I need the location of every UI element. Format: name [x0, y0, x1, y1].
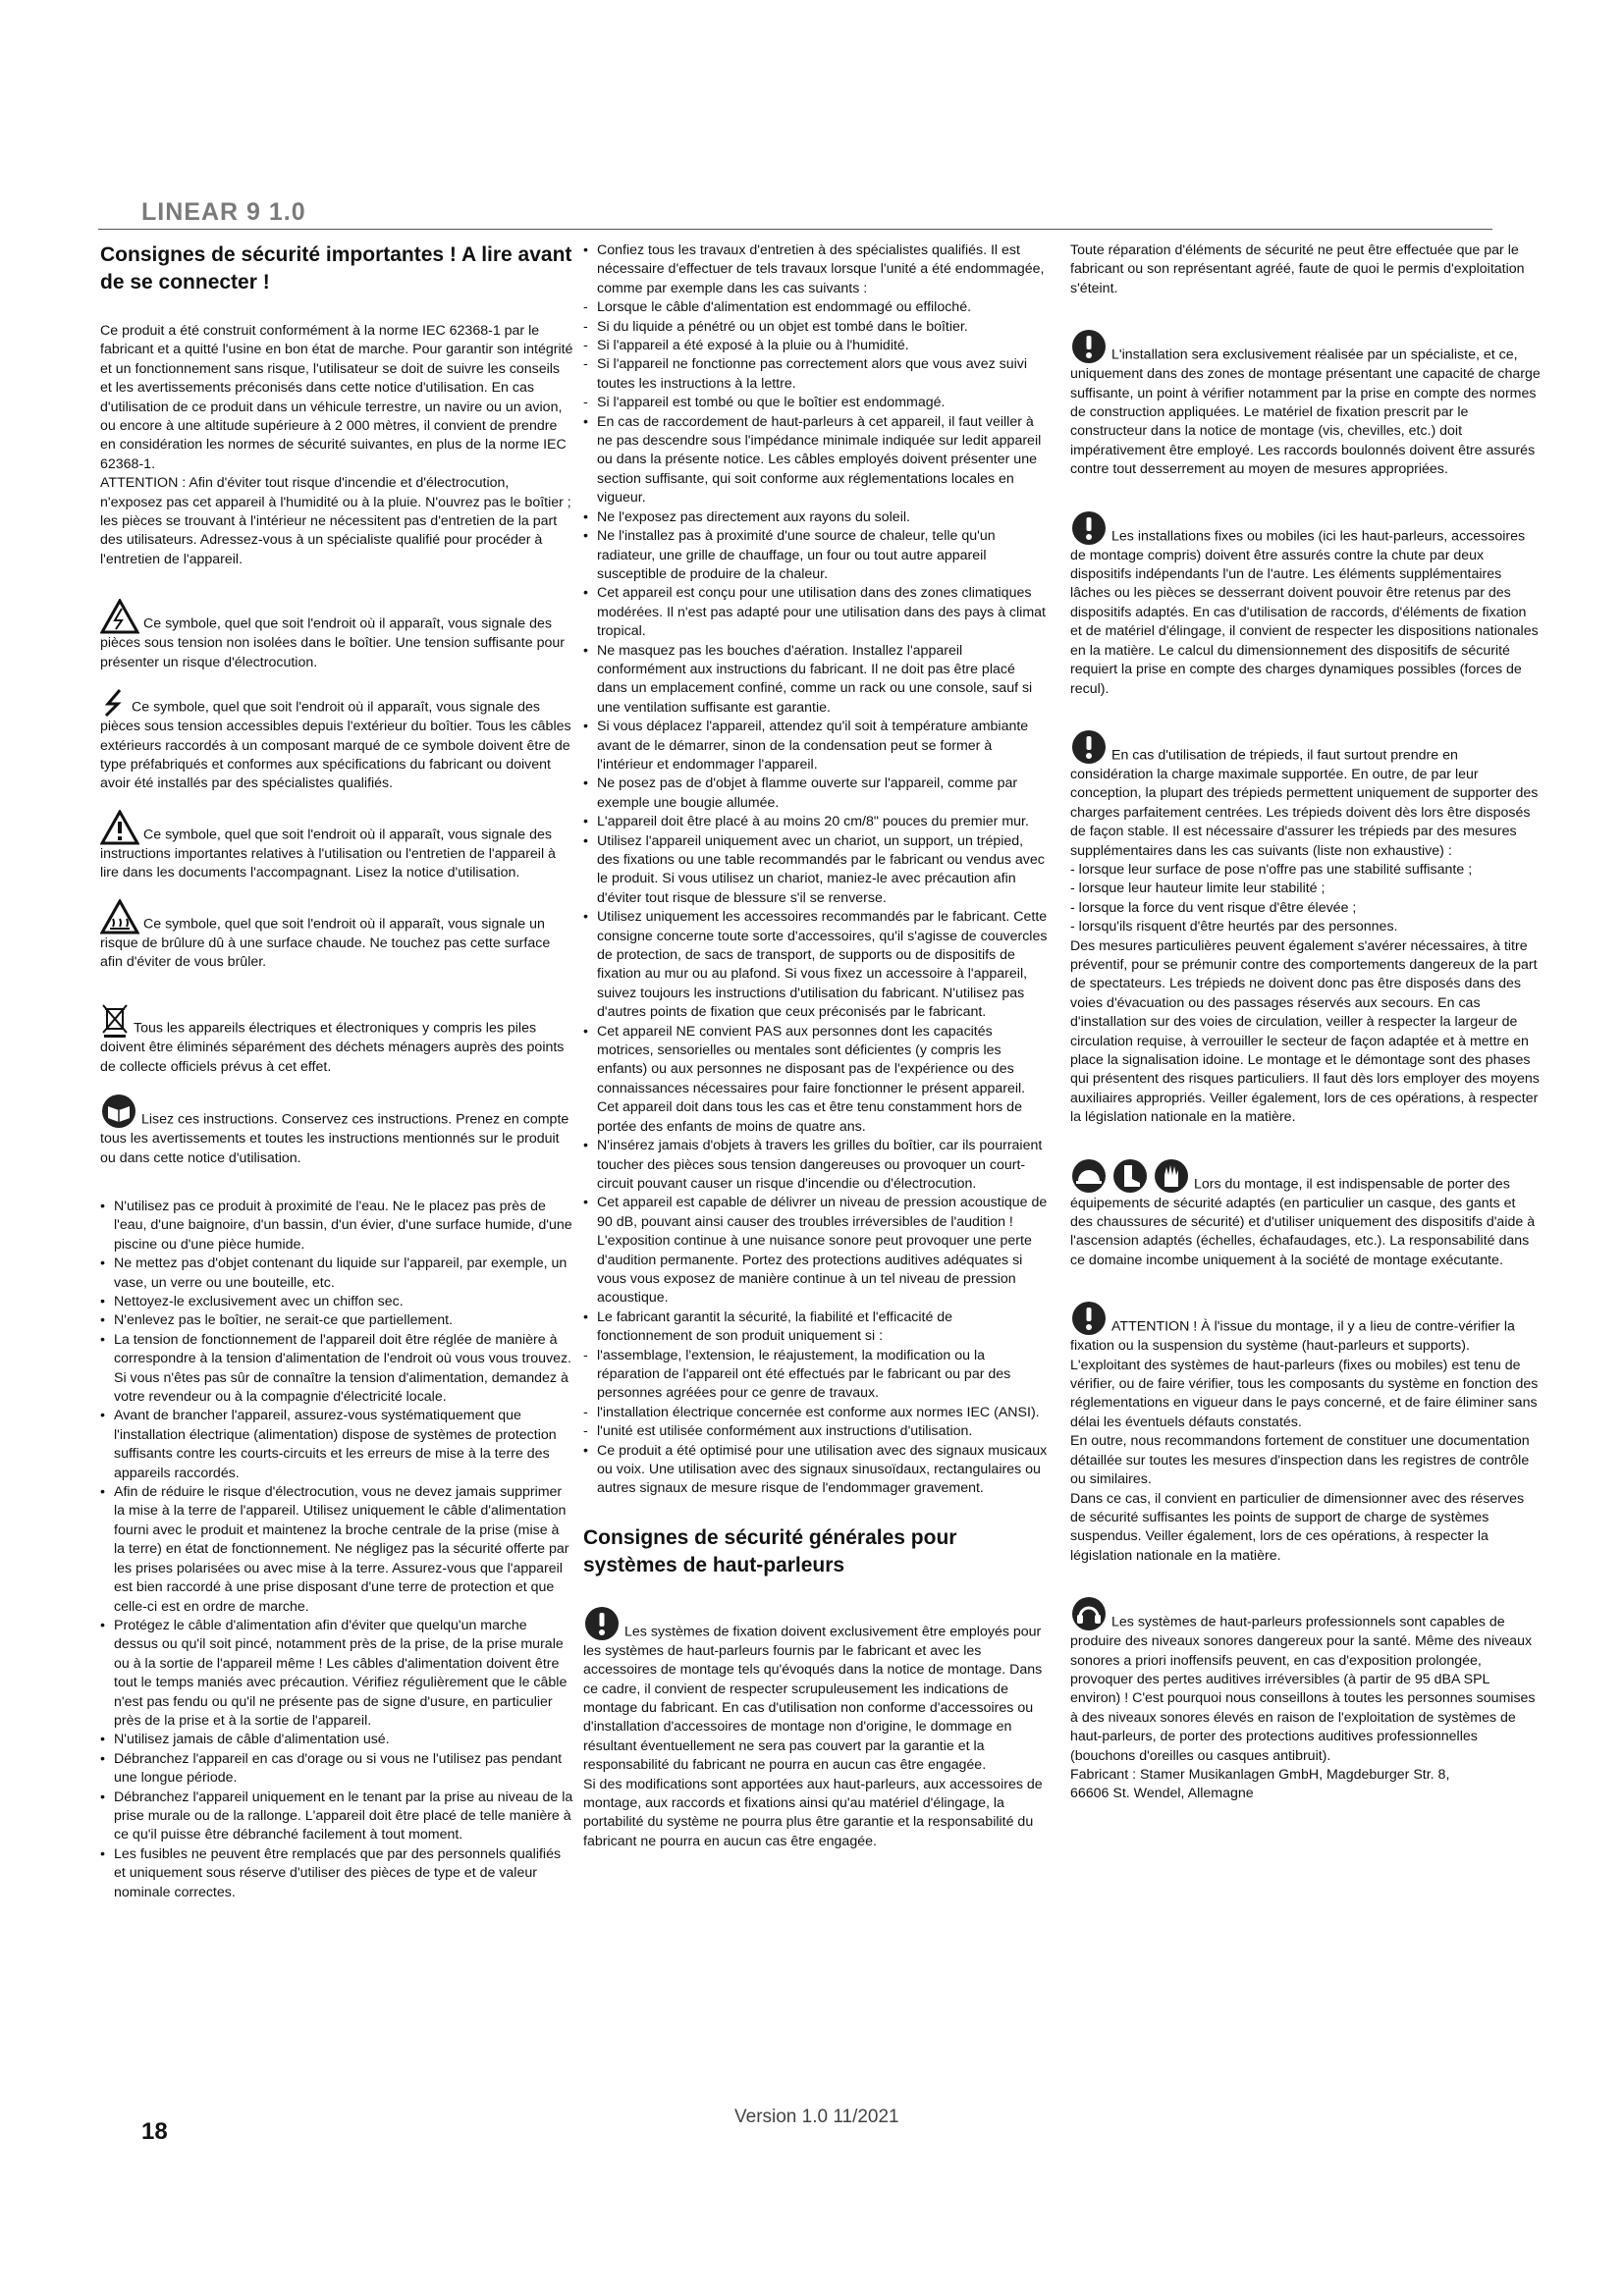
list-item: • Débranchez l'appareil uniquement en le tenant par la prise au niveau de la prise murale ou de la rallonge. L'appareil doit être placé de telle manière à ce qu'il puisse être débranché facilement à tout moment. [100, 1789, 573, 1845]
list-item: - Si l'appareil a été exposé à la pluie ou à l'humidité. [583, 337, 1049, 355]
header-rule [98, 229, 1492, 230]
list-item: • Afin de réduire le risque d'électrocution, vous ne devez jamais supprimer la mise à la terre de l'appareil. Utilisez uniquement le câble d'alimentation fourni avec le produit et maintenez la broche centrale de la prise (mise à la terre) en état de fonctionnement. Ne négligez pas la sécurité offerte par les prises polarisées ou avec mise à la terre. Assurez-vous que l'appareil est bien raccordé à une prise disposant d'une terre de protection et que celle-ci est en ordre de marche. [100, 1483, 573, 1617]
read-instructions-paragraph: Lisez ces instructions. Conservez ces instructions. Prenez en compte tous les avertissements et toutes les instructions mentionnés sur le produit ou dans cette notice d'utilisation. [100, 1093, 573, 1168]
voltage-symbol-paragraph: Ce symbole, quel que soit l'endroit où il apparaît, vous signale des pièces sous tension non isolées dans le boîtier. Une tension suffisante pour présenter un risque d'électrocution. [100, 599, 573, 672]
list-item: • En cas de raccordement de haut-parleurs à cet appareil, il faut veiller à ne pas descendre sous l'impédance minimale indiquée sur ledit appareil ou dans la présente notice. Les câbles employés doivent présenter une section suffisante, qui soit conforme aux réglementations locales en vigueur. [583, 413, 1049, 508]
list-item: • L'appareil doit être placé à au moins 20 cm/8" pouces du premier mur. [583, 813, 1049, 831]
mandatory-icon [1070, 328, 1108, 365]
crossed-bin-icon [100, 1001, 130, 1039]
maintenance-list [583, 241, 1049, 1499]
page-number: 18 [141, 2118, 168, 2145]
reserves-paragraph: Dans ce cas, il convient en particulier de dimensionner avec des réserves de sécurité suffisantes les points de support de charge de systèmes suspendus. Veiller également, lors de ces opérations, à respecter la législation nationale en la matière. [1070, 1490, 1525, 1564]
exclamation-warning-icon [100, 810, 139, 845]
list-item: • Débranchez l'appareil en cas d'orage ou si vous ne l'utilisez pas pendant une longue période. [100, 1750, 573, 1789]
column-left [100, 241, 573, 1902]
weee-paragraph: Tous les appareils électriques et électroniques y compris les piles doivent être éliminés séparément des déchets ménagers auprès des points de collecte officiels prévus à cet effet. [100, 1001, 573, 1077]
list-item: • Ne l'exposez pas directement aux rayons du soleil. [583, 508, 1049, 527]
list-item: • Protégez le câble d'alimentation afin d'éviter que quelqu'un marche dessus ou qu'il soit pincé, notamment près de la prise, de la prise murale ou à la sortie de l'appareil même ! Les câbles d'alimentation doivent être tout le temps maniés avec précaution. Vérifiez régulièrement que le câble n'est pas fendu ou qu'il ne présente pas de signe d'usure, en particulier près de la prise et à la sortie de l'appareil. [100, 1617, 573, 1731]
list-item: • Le fabricant garantit la sécurité, la fiabilité et l'efficacité de fonctionnement de son produit uniquement si : [583, 1308, 1049, 1347]
tripods-paragraph: En cas d'utilisation de trépieds, il faut surtout prendre en considération la charge maximale supportée. En outre, de par leur conception, la plupart des trépieds permettent uniquement de supporter des charges parfaitement centrées. Les trépieds doivent dès lors être disposés de façon stable. Il est nécessaire d'assurer les trépieds par des mesures supplémentaires dans les cas suivants (liste non exhaustive) : [1070, 728, 1542, 861]
bolt-symbol-paragraph: Ce symbole, quel que soit l'endroit où il apparaît, vous signale des pièces sous tension accessibles depuis l'extérieur du boîtier. Tous les câbles extérieurs raccordés à un composant marqué de ce symbole doivent être de type préfabriqués et conformes aux spécifications du fabricant ou doivent avoir été installés par des spécialistes qualifiés. [100, 688, 573, 794]
list-item: - lorsque leur hauteur limite leur stabilité ; [1070, 881, 1326, 897]
list-item: • Cet appareil NE convient PAS aux personnes dont les capacités motrices, sensorielles ou mentales sont déficientes (y compris les enfants) ou aux personnes ne disposant pas de l'expérience ou des connaissances nécessaires pour faire fonctionner le présent appareil. Cet appareil doit dans tous les cas et être tenu constamment hors de portée des enfants de moins de quatre ans. [583, 1023, 1049, 1137]
list-item: • Utilisez l'appareil uniquement avec un chariot, un support, un trépied, des fixations ou une table recommandés par le fabricant ou vendus avec le produit. Si vous utilisez un chariot, maniez-le avec précaution afin d'éviter tout risque de blessure s'il se renverse. [583, 832, 1049, 909]
sound-level-paragraph: Les systèmes de haut-parleurs professionnels sont capables de produire des niveaux sonores dangereux pour la santé. Même des niveaux sonores a priori inoffensifs peuvent, en cas d'exposition prolongée, provoquer des pertes auditives irréversibles (à partir de 95 dBA SPL environ) ! C'est pourquoi nous conseillons à toutes les personnes soumises à des niveaux sonores élevés en raison de l'exploitation de systèmes de haut-parleurs, de porter des protections auditives professionnelles (bouchons d'oreilles ou casques antibruit). [1070, 1595, 1542, 1766]
list-item: • Nettoyez-le exclusivement avec un chiffon sec. [100, 1293, 573, 1311]
high-voltage-warning-icon [100, 599, 139, 634]
mandatory-icon [1070, 1300, 1108, 1337]
mandatory-icon [583, 1605, 621, 1642]
list-item: • Cet appareil est conçu pour une utilisation dans des zones climatiques modérées. Il n'est pas adapté pour une utilisation dans des pays à climat tropical. [583, 584, 1049, 641]
address-line: 66606 St. Wendel, Allemagne [1070, 1786, 1254, 1802]
list-item: • N'insérez jamais d'objets à travers les grilles du boîtier, car ils pourraient toucher des pièces sous tension dangereuses ou provoquer un court-circuit pouvant causer un risque d'incendie ou d'électrocution. [583, 1137, 1049, 1194]
helmet-icon [1070, 1157, 1108, 1195]
section-heading-speaker-safety: Consignes de sécurité générales pour systèmes de haut-parleurs [583, 1525, 957, 1576]
list-item: - Si du liquide a pénétré ou un objet est tombé dans le boîtier. [583, 318, 1049, 337]
fixation-paragraph: Les systèmes de fixation doivent exclusivement être employés pour les systèmes de haut-parleurs fournis par le fabricant et avec les accessoires de montage tels qu'évoqués dans la notice de montage. Dans ce cadre, il convient de respecter scrupuleusement les indications de montage du fabricant. En cas d'utilisation non conforme d'accessoires ou d'installation d'accessoires de montage non d'origine, le dommage en résultant éventuellement ne sera pas couvert par la garantie et la responsabilité du fabricant ne pourra en aucun cas être engagée. [583, 1605, 1049, 1776]
tripods-more-paragraph: Des mesures particulières peuvent également s'avérer nécessaires, à titre préventif, pour se prémunir contre des comportements dangereux de la part de spectateurs. Les trépieds ne doivent donc pas être disposés dans des voies d'évacuation ou des passages réservés aux secours. En cas d'installation sur des voies de circulation, veiller à respecter la largeur de circulation requise, à verrouiller le secteur de façon adaptée et à mettre en place la signalisation idoine. Le montage et le démontage sont des phases qui présentent des risques particuliers. Il faut dès lors employer des moyens auxiliaires appropriés. Veiller également, lors de ces opérations, à respecter la législation nationale en la matière. [1070, 937, 1540, 1126]
list-item: - l'unité est utilisée conformément aux instructions d'utilisation. [583, 1422, 1049, 1441]
list-item: • N'utilisez jamais de câble d'alimentation usé. [100, 1731, 573, 1749]
section-heading-safety: Consignes de sécurité importantes ! A lire avant de se connecter ! [100, 243, 572, 294]
safety-boot-icon [1111, 1157, 1149, 1195]
list-item: - Lorsque le câble d'alimentation est endommagé ou effiloché. [583, 298, 1049, 317]
attention-check-paragraph: ATTENTION ! À l'issue du montage, il y a lieu de contre-vérifier la fixation ou la suspension du système (haut-parleurs et supports). L'exploitant des systèmes de haut-parleurs (fixes ou mobiles) est tenu de vérifier, ou de faire vérifier, tous les composants du système en fonction des réglementations en vigueur dans le pays concerné, et de faire éliminer sans délai les éventuels défauts constatés. [1070, 1300, 1542, 1432]
header-title: LINEAR 9 1.0 [141, 198, 306, 226]
list-item: - lorsque la force du vent risque d'être élevée ; [1070, 899, 1357, 916]
list-item: - Si l'appareil ne fonctionne pas correctement alors que vous avez suivi toutes les instructions à la lettre. [583, 355, 1049, 394]
modifications-paragraph: Si des modifications sont apportées aux haut-parleurs, aux accessoires de montage, aux raccords et fixations ainsi qu'au matériel d'élingage, la portabilité du système ne pourra plus être garantie et la responsabilité du fabricant ne pourra en aucun cas être engagée. [583, 1776, 1043, 1849]
list-item: • Confiez tous les travaux d'entretien à des spécialistes qualifiés. Il est nécessaire d'effectuer de tels travaux lorsque l'unité a été endommagée, comme par exemple dans les cas suivants : [583, 241, 1049, 298]
hot-surface-icon [100, 899, 139, 934]
lightning-bolt-icon [100, 688, 128, 718]
list-item: • Ne mettez pas d'objet contenant du liquide sur l'appareil, par exemple, un vase, un verre ou une bouteille, etc. [100, 1255, 573, 1293]
list-item: - l'assemblage, l'extension, le réajustement, la modification ou la réparation de l'appareil ont été effectués par le fabricant ou par des personnes agréées pour ce genre de travaux. [583, 1347, 1049, 1404]
safety-gloves-icon [1153, 1157, 1190, 1195]
list-item: • Ne masquez pas les bouches d'aération. Installez l'appareil conformément aux instructions du fabricant. Il ne doit pas être placé dans un emplacement confiné, comme un rack ou une console, sauf si une ventilation suffisante est garantie. [583, 642, 1049, 719]
list-item: - lorsqu'ils risquent d'être heurtés par des personnes. [1070, 919, 1398, 935]
installation-paragraph: L'installation sera exclusivement réalisée par un spécialiste, et ce, uniquement dans des zones de montage présentant une capacité de charge suffisante, un point à vérifier notamment par la prise en compte des normes de construction appliquées. Le matériel de fixation prescrit par le constructeur dans la notice de montage (vis, chevilles, etc.) doit impérativement être employé. Les raccords boulonnés doivent être assurés contre tout desserrement au moyen de mesures appropriées. [1070, 328, 1542, 479]
list-item: • Avant de brancher l'appareil, assurez-vous systématiquement que l'installation électrique (alimentation) dispose de systèmes de protection suffisants contre les courts-circuits et les erreurs de mise à la terre des appareils raccordés. [100, 1407, 573, 1483]
list-item: • Si vous déplacez l'appareil, attendez qu'il soit à température ambiante avant de le démarrer, sinon de la condensation peut se former à l'intérieur et endommager l'appareil. [583, 718, 1049, 774]
list-item: • Ne l'installez pas à proximité d'une source de chaleur, telle qu'un radiateur, une grille de chauffage, un four ou tout autre appareil susceptible de produire de la chaleur. [583, 527, 1049, 584]
intro-paragraph: Ce produit a été construit conformément à la norme IEC 62368-1 par le fabricant et a quitté l'usine en bon état de marche. Pour garantir son intégrité et un fonctionnement sans risque, l'utilisateur se doit de suivre les conseils et les avertissements préconisés dans cette notice d'utilisation. En cas d'utilisation de ce produit dans un véhicule terrestre, un navire ou un avion, ou encore à une altitude supérieure à 2 000 mètres, il convient de prendre en considération les normes de sécurité suivantes, en plus de la norme IEC 62368-1. [100, 323, 573, 472]
list-item: • Cet appareil est capable de délivrer un niveau de pression acoustique de 90 dB, pouvant ainsi causer des troubles irréversibles de l'audition ! L'exposition continue à une nuisance sonore peut provoquer une perte d'audition permanente. Portez des protections auditives adéquates si vous vous exposez de manière continue à un tel niveau de pression acoustique. [583, 1194, 1049, 1308]
warning-symbol-paragraph: Ce symbole, quel que soit l'endroit où il apparaît, vous signale des instructions importantes relatives à l'utilisation ou l'entretien de l'appareil à lire dans les documents l'accompagnant. Lisez la notice d'utilisation. [100, 810, 573, 883]
list-item: - lorsque leur surface de pose n'offre pas une stabilité suffisante ; [1070, 861, 1473, 878]
list-item: • Ne posez pas de d'objet à flamme ouverte sur l'appareil, comme par exemple une bougie allumée. [583, 774, 1049, 813]
list-item: • La tension de fonctionnement de l'appareil doit être réglée de manière à correspondre à la tension d'alimentation de l'endroit où vous vous trouvez. Si vous n'êtes pas sûr de connaître la tension d'alimentation, demandez à votre revendeur ou à la compagnie d'électricité locale. [100, 1331, 573, 1408]
list-item: • N'enlevez pas le boîtier, ne serait-ce que partiellement. [100, 1311, 573, 1330]
ppe-paragraph: Lors du montage, il est indispensable de porter des équipements de sécurité adaptés (en particulier un casque, des gants et des chaussures de sécurité) et d'utiliser uniquement des dispositifs d'aide à l'ascension adaptés (échelles, échafaudages, etc.). La responsabilité dans ce domaine incombe uniquement à la société de montage exécutante. [1070, 1157, 1542, 1271]
list-item: • N'utilisez pas ce produit à proximité de l'eau. Ne le placez pas près de l'eau, d'une baignoire, d'un bassin, d'un évier, d'une surface humide, d'une piscine ou d'une pièce humide. [100, 1198, 573, 1255]
list-item: • Ce produit a été optimisé pour une utilisation avec des signaux musicaux ou voix. Une utilisation avec des signaux sinusoïdaux, rectangulaires ou autres signaux de mesure risque de l'endommager gravement. [583, 1442, 1049, 1499]
column-right [1070, 241, 1542, 1804]
read-manual-icon [100, 1093, 137, 1130]
repair-paragraph: Toute réparation d'éléments de sécurité ne peut être effectuée que par le fabricant ou son représentant agréé, faute de quoi le permis d'exploitation s'éteint. [1070, 242, 1525, 296]
mandatory-icon [1070, 509, 1108, 547]
attention-paragraph: ATTENTION : Afin d'éviter tout risque d'incendie et d'électrocution, n'exposez pas cet appareil à l'humidité ou à la pluie. N'ouvrez pas le boîtier ; les pièces se trouvant à l'intérieur ne nécessitent pas d'entretien de la part des utilisateurs. Adressez-vous à un spécialiste qualifié pour procéder à l'entretien de l'appareil. [100, 475, 571, 567]
list-item: • Les fusibles ne peuvent être remplacés que par des personnels qualifiés et uniquement sous réserve d'utiliser des pièces de type et de valeur nominale correctes. [100, 1845, 573, 1902]
hot-surface-paragraph: Ce symbole, quel que soit l'endroit où il apparaît, vous signale un risque de brûlure dû à une surface chaude. Ne touchez pas cette surface afin d'éviter de vous brûler. [100, 899, 573, 973]
mandatory-icon [1070, 728, 1108, 766]
list-item: - Si l'appareil est tombé ou que le boîtier est endommagé. [583, 394, 1049, 412]
documentation-paragraph: En outre, nous recommandons fortement de constituer une documentation détaillée sur toutes les mesures d'inspection dans les registres de contrôle ou similaires. [1070, 1433, 1530, 1488]
version-label: Version 1.0 11/2021 [734, 2107, 899, 2127]
list-item: • Utilisez uniquement les accessoires recommandés par le fabricant. Cette consigne concerne toute sorte d'accessoires, qu'il s'agisse de couvercles de protection, de sacs de transport, de supports ou de dispositifs de fixation au mur ou au plafond. Si vous fixez un accessoire à l'appareil, suivez toujours les instructions d'utilisation du fabricant. N'utilisez pas d'autres points de fixation que ceux préconisés par le fabricant. [583, 908, 1049, 1022]
manufacturer-line: Fabricant : Stamer Musikanlagen GmbH, Magdeburger Str. 8, [1070, 1766, 1450, 1783]
list-item: - l'installation électrique concernée est conforme aux normes IEC (ANSI). [583, 1404, 1049, 1422]
fixed-mobile-paragraph: Les installations fixes ou mobiles (ici les haut-parleurs, accessoires de montage compris) doivent être assurés contre la chute par deux dispositifs indépendants l'un de l'autre. Les éléments supplémentaires lâches ou les pièces se desserrant doivent pouvoir être retenus par des dispositifs adaptés. En cas d'utilisation de raccords, d'éléments de fixation et de matériel d'élingage, il convient de respecter les dispositions nationales en la matière. Le calcul du dimensionnement des dispositifs de sécurité requiert la prise en compte des charges dynamiques possibles (forces de recul). [1070, 509, 1542, 699]
general-safety-list [100, 1198, 573, 1902]
hearing-protection-icon [1070, 1595, 1108, 1632]
column-middle [583, 241, 1049, 1851]
